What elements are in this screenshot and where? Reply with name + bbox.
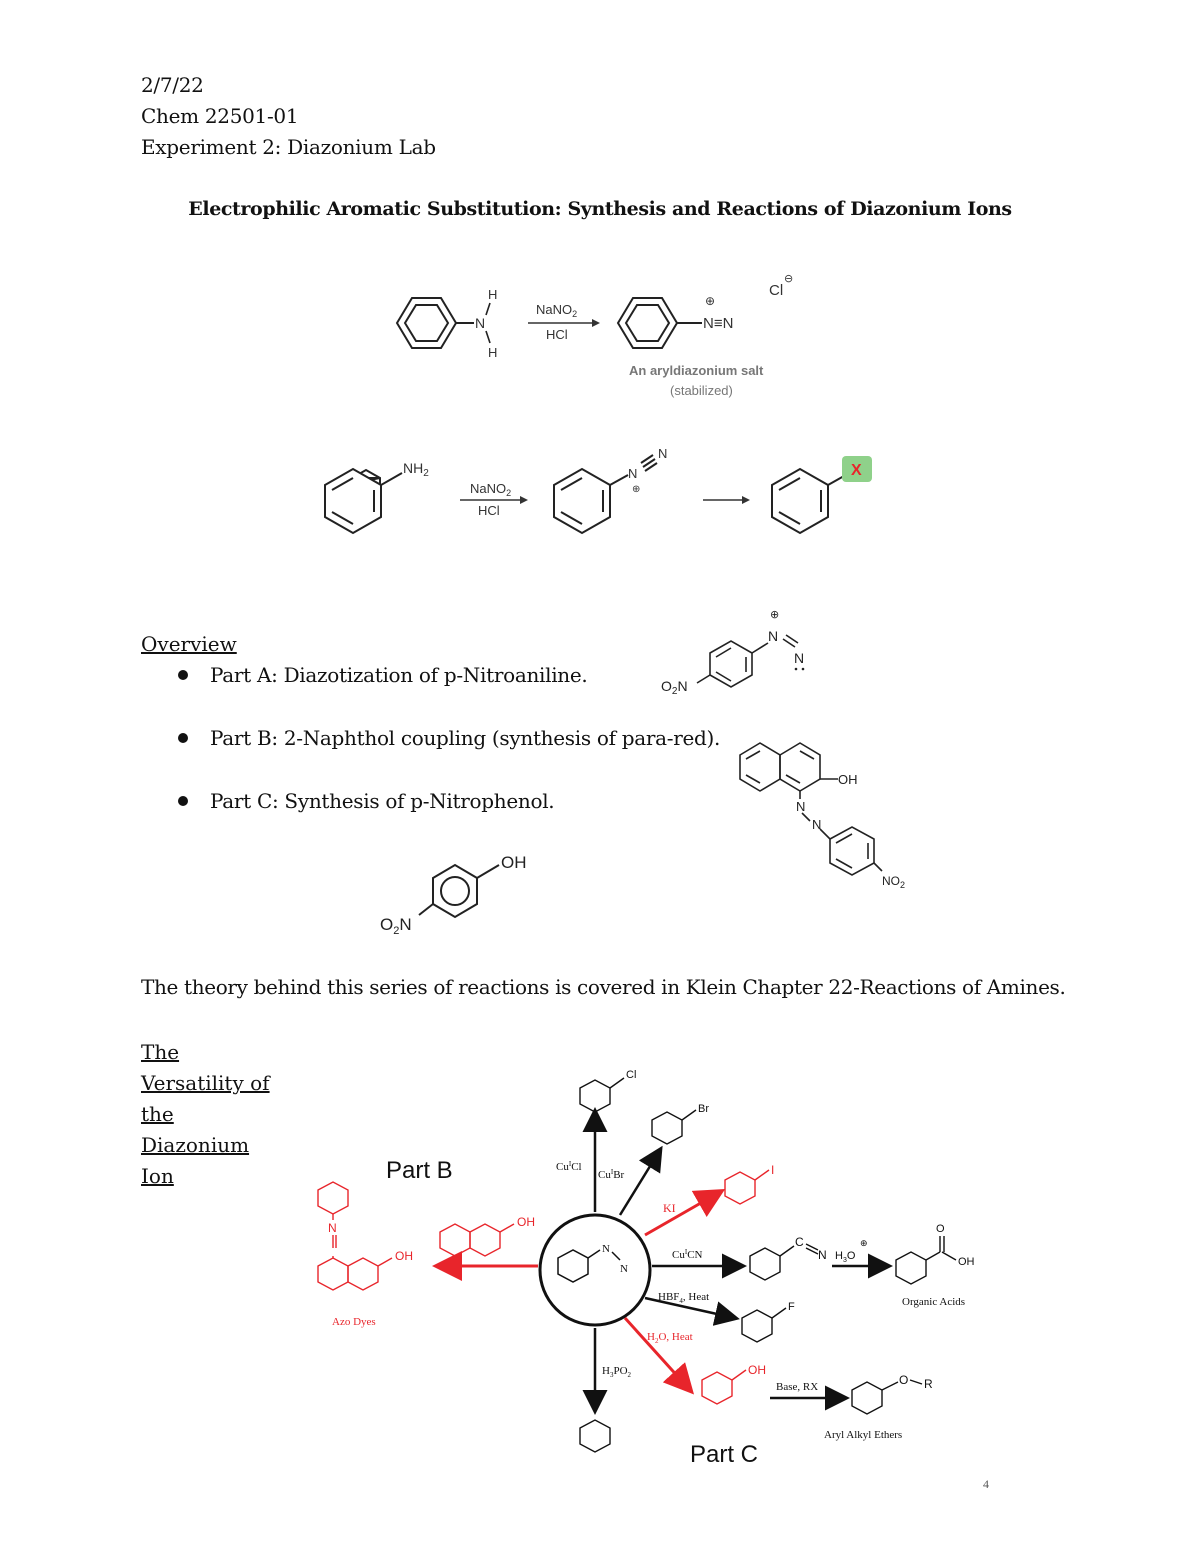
course-code: Chem 22501-01 (141, 104, 299, 128)
aryldiazonium-caption: An aryldiazonium salt (629, 363, 764, 378)
page-number: 4 (983, 1477, 989, 1491)
date: 2/7/22 (141, 73, 204, 97)
ether-o: O (899, 1373, 909, 1387)
cucn-reagent: $Cu^ICN$ (672, 1248, 703, 1261)
azo-dyes-label: Azo Dyes (332, 1316, 376, 1328)
benzene-ring-diazonium-2 (554, 455, 657, 533)
plus-charge: ⊕ (705, 294, 716, 308)
nh2-label: $NH_2$ (403, 460, 429, 479)
list-item: Part C: Synthesis of p-Nitrophenol. (178, 789, 554, 813)
br-label: Br (698, 1103, 709, 1115)
reagent-nano2: NaNO$_2$ (536, 302, 578, 319)
theory-paragraph: The theory behind this series of reactions is covered in Klein Chapter 22-Reactions of Amines. (141, 975, 1066, 999)
h3o-reagent: $H_3O$ (835, 1250, 856, 1264)
scheme-diazonium-substitution (310, 440, 890, 545)
x-label: X (851, 462, 862, 479)
bullet-icon (178, 733, 188, 743)
para-red-oh: OH (838, 772, 858, 787)
overview-heading: Overview (141, 632, 237, 656)
azo-oh: OH (395, 1249, 413, 1263)
experiment-title: Experiment 2: Diazonium Lab (141, 135, 436, 159)
cl-label: Cl (626, 1069, 637, 1081)
versatility-heading: The Versatility of the Diazonium Ion (141, 1040, 270, 1188)
diazonium-versatility-diagram (290, 1060, 1010, 1480)
h2o-reagent: $H_2O$, Heat (647, 1331, 693, 1345)
bullet-icon (178, 796, 188, 806)
hbf4-reagent: $HBF_4$, Heat (658, 1291, 710, 1305)
scheme-aryldiazonium-salt (370, 265, 830, 405)
azo-n1: N (796, 799, 806, 814)
h3po2-reagent: $H_3PO_2$ (602, 1365, 632, 1379)
h3o-charge: ⊕ (860, 1238, 868, 1248)
plus-charge-3: ⊕ (770, 609, 780, 621)
part-b-label: Part B (386, 1157, 453, 1184)
diazonium-center-circle (540, 1215, 650, 1325)
dn-n2: N (620, 1263, 628, 1275)
reagent-hcl: HCl (546, 327, 568, 342)
benzene-ring-product (772, 469, 844, 533)
organic-acids-label: Organic Acids (902, 1296, 966, 1308)
cn-n-label: N (818, 1248, 827, 1262)
list-item: Part A: Diazotization of p-Nitroaniline. (178, 663, 587, 687)
minus-charge: ⊖ (784, 273, 794, 285)
para-red-no2: $NO_2$ (882, 874, 906, 890)
ether-r: R (924, 1377, 933, 1391)
structure-para-red (730, 725, 930, 905)
plus-charge-2: ⊕ (632, 484, 641, 495)
acid-o: O (936, 1223, 945, 1235)
diazo-n2-label: N (794, 650, 805, 666)
aryl-alkyl-ethers-label: Aryl Alkyl Ethers (824, 1429, 903, 1441)
bullet-icon (178, 670, 188, 680)
dn-n1: N (602, 1243, 610, 1255)
h-top-label: H (488, 287, 498, 302)
cucl-reagent: $Cu^ICl$ (556, 1160, 582, 1173)
phenol-oh-label: OH (748, 1363, 766, 1377)
phenol-oh: OH (501, 853, 527, 872)
n-label: N (475, 315, 486, 331)
reagent-hcl-2: HCl (478, 503, 500, 518)
i-label: I (771, 1163, 775, 1177)
structure-p-nitrophenol (375, 845, 555, 945)
acid-oh: OH (958, 1256, 975, 1268)
ki-reagent: KI (663, 1201, 676, 1215)
cn-c-label: C (795, 1235, 804, 1249)
base-rx-reagent: Base, RX (776, 1381, 819, 1393)
diazo-n1-label: N (768, 628, 779, 644)
benzene-ring-aniline (397, 298, 456, 348)
list-item: Part B: 2-Naphthol coupling (synthesis of para-red). (178, 726, 720, 750)
reagent-nano2-2: NaNO$_2$ (470, 481, 512, 498)
azo-n-label: N (328, 1221, 337, 1235)
structure-p-nitrobenzenediazonium (655, 605, 830, 700)
page-title: Electrophilic Aromatic Substitution: Synthesis and Reactions of Diazonium Ions (188, 198, 1012, 220)
h-bottom-label: H (488, 345, 498, 360)
azo-n2: N (812, 817, 822, 832)
diazonium-group: N≡N (703, 315, 734, 332)
f-label: F (788, 1301, 795, 1313)
o2n-label: $O_2N$ (661, 678, 688, 697)
n2-label: N (658, 446, 668, 461)
benzene-ring-diazonium (618, 298, 677, 348)
cubr-reagent: $Cu^IBr$ (598, 1168, 625, 1181)
part-c-label: Part C (690, 1441, 759, 1468)
naphthol-oh: OH (517, 1215, 535, 1229)
n1-label: N (628, 466, 638, 481)
stabilized-caption: (stabilized) (670, 383, 733, 398)
phenol-o2n: $O_2N$ (380, 915, 412, 937)
chloride-counterion: Cl (769, 282, 784, 299)
